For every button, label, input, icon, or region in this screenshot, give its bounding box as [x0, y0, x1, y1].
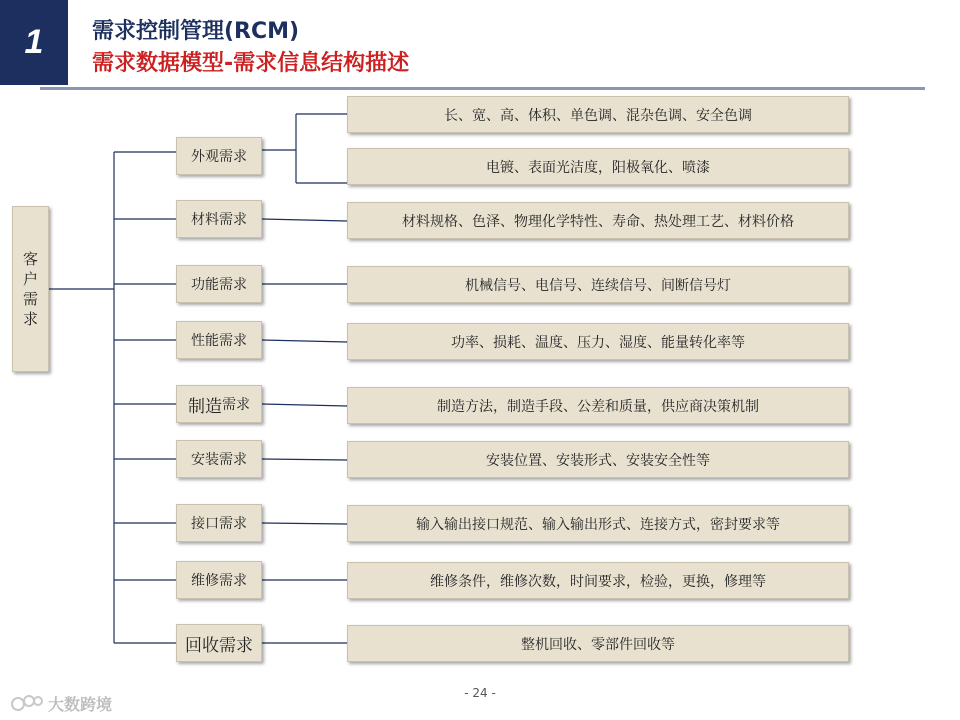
category-function: 功能需求 — [176, 265, 262, 303]
root-char: 求 — [22, 310, 38, 328]
category-manufacturing-main: 制造 — [188, 396, 222, 417]
detail-appearance-surface: 电镀、表面光洁度，阳极氧化、喷漆 — [347, 148, 849, 185]
detail-interface: 输入输出接口规范、输入输出形式、连接方式，密封要求等 — [347, 505, 849, 542]
category-maintenance: 维修需求 — [176, 561, 262, 599]
root-char: 需 — [22, 290, 38, 308]
page-number: - 24 - — [464, 686, 496, 700]
category-material: 材料需求 — [176, 200, 262, 238]
detail-recycling: 整机回收、零部件回收等 — [347, 625, 849, 662]
category-appearance: 外观需求 — [176, 137, 262, 175]
watermark — [10, 690, 112, 716]
detail-installation: 安装位置、安装形式、安装安全性等 — [347, 441, 849, 478]
detail-maintenance: 维修条件，维修次数，时间要求，检验，更换，修理等 — [347, 562, 849, 599]
category-interface: 接口需求 — [176, 504, 262, 542]
watermark-text: 大数跨境 — [48, 694, 113, 714]
detail-appearance-dimensions: 长、宽、高、体积、单色调、混杂色调、安全色调 — [347, 96, 849, 133]
category-installation: 安装需求 — [176, 440, 262, 478]
category-performance: 性能需求 — [176, 321, 262, 359]
detail-function: 机械信号、电信号、连续信号、间断信号灯 — [347, 266, 849, 303]
section-number-badge: 1 — [0, 0, 68, 85]
page-title: 需求控制管理(RCM) — [92, 19, 300, 44]
root-char: 户 — [22, 270, 38, 288]
root-char: 客 — [22, 250, 38, 268]
watermark-logo-icon — [10, 692, 44, 714]
category-manufacturing-suffix: 需求 — [222, 397, 250, 413]
detail-performance: 功率、损耗、温度、压力、湿度、能量转化率等 — [347, 323, 849, 360]
category-recycling: 回收需求 — [176, 624, 262, 662]
category-manufacturing — [176, 385, 262, 423]
root-node-customer-requirements — [12, 206, 49, 372]
page-subtitle: 需求数据模型-需求信息结构描述 — [92, 51, 410, 76]
detail-material: 材料规格、色泽、物理化学特性、寿命、热处理工艺、材料价格 — [347, 202, 849, 239]
detail-manufacturing: 制造方法，制造手段、公差和质量，供应商决策机制 — [347, 387, 849, 424]
